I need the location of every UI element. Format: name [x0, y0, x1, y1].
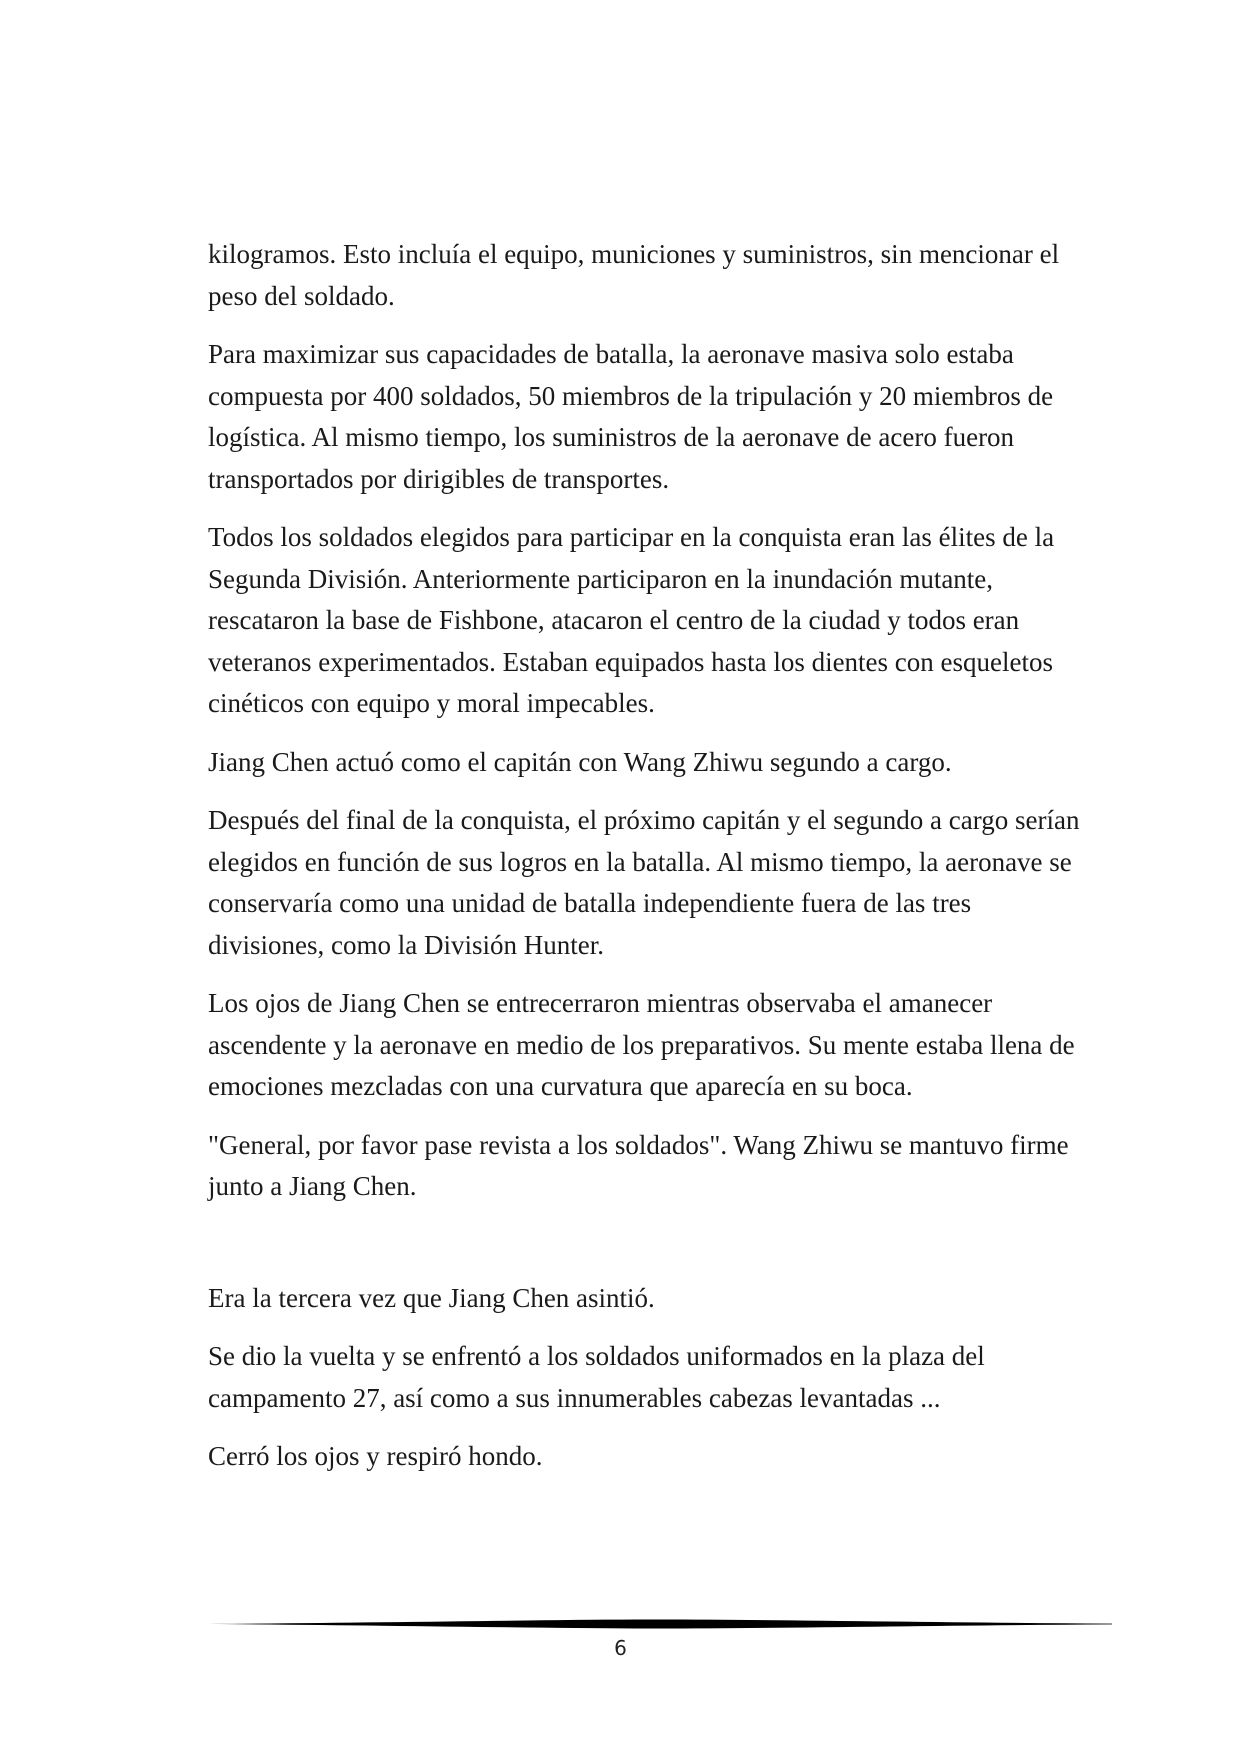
paragraph: Después del final de la conquista, el próximo capitán y el segundo a cargo serían elegidos en función de sus logros en la batalla. Al mismo tiempo, la aeronave se conservaría como una unidad de batalla independiente fuera de las tres divisiones, como la División Hunter. — [208, 805, 1080, 960]
body-text — [208, 234, 1088, 1495]
paragraph: Todos los soldados elegidos para participar en la conquista eran las élites de la Segunda División. Anteriormente participaron en la inundación mutante, rescataron la base de Fishbone, atacaron el centro de la ciudad y todos eran veteranos experimentados. Estaban equipados hasta los dientes con esqueletos cinéticos con equipo y moral impecables. — [208, 522, 1055, 718]
paragraph: kilogramos. Esto incluía el equipo, municiones y suministros, sin mencionar el peso del soldado. — [208, 239, 1060, 311]
paragraph: Para maximizar sus capacidades de batalla, la aeronave masiva solo estaba compuesta por 400 soldados, 50 miembros de la tripulación y 20 miembros de logística. Al mismo tiempo, los suministros de la aeronave de acero fueron transportados por dirigibles de transportes. — [208, 339, 1054, 494]
paragraph: Se dio la vuelta y se enfrentó a los soldados uniformados en la plaza del campamento 27, así como a sus innumerables cabezas levantadas ... — [208, 1341, 985, 1413]
page-number: 6 — [614, 1636, 627, 1660]
paragraph: Cerró los ojos y respiró hondo. — [208, 1441, 543, 1471]
paragraph: "General, por favor pase revista a los soldados". Wang Zhiwu se mantuvo firme junto a Jiang Chen. — [208, 1129, 1069, 1201]
paragraph: Los ojos de Jiang Chen se entrecerraron mientras observaba el amanecer ascendente y la aeronave en medio de los preparativos. Su mente estaba llena de emociones mezcladas con una curvatura que aparecía en su boca. — [208, 988, 1075, 1101]
paragraph: Jiang Chen actuó como el capitán con Wang Zhiwu segundo a cargo. — [208, 746, 952, 777]
footer-divider — [208, 1618, 1112, 1630]
paragraph: Era la tercera vez que Jiang Chen asintió. — [208, 1282, 655, 1313]
